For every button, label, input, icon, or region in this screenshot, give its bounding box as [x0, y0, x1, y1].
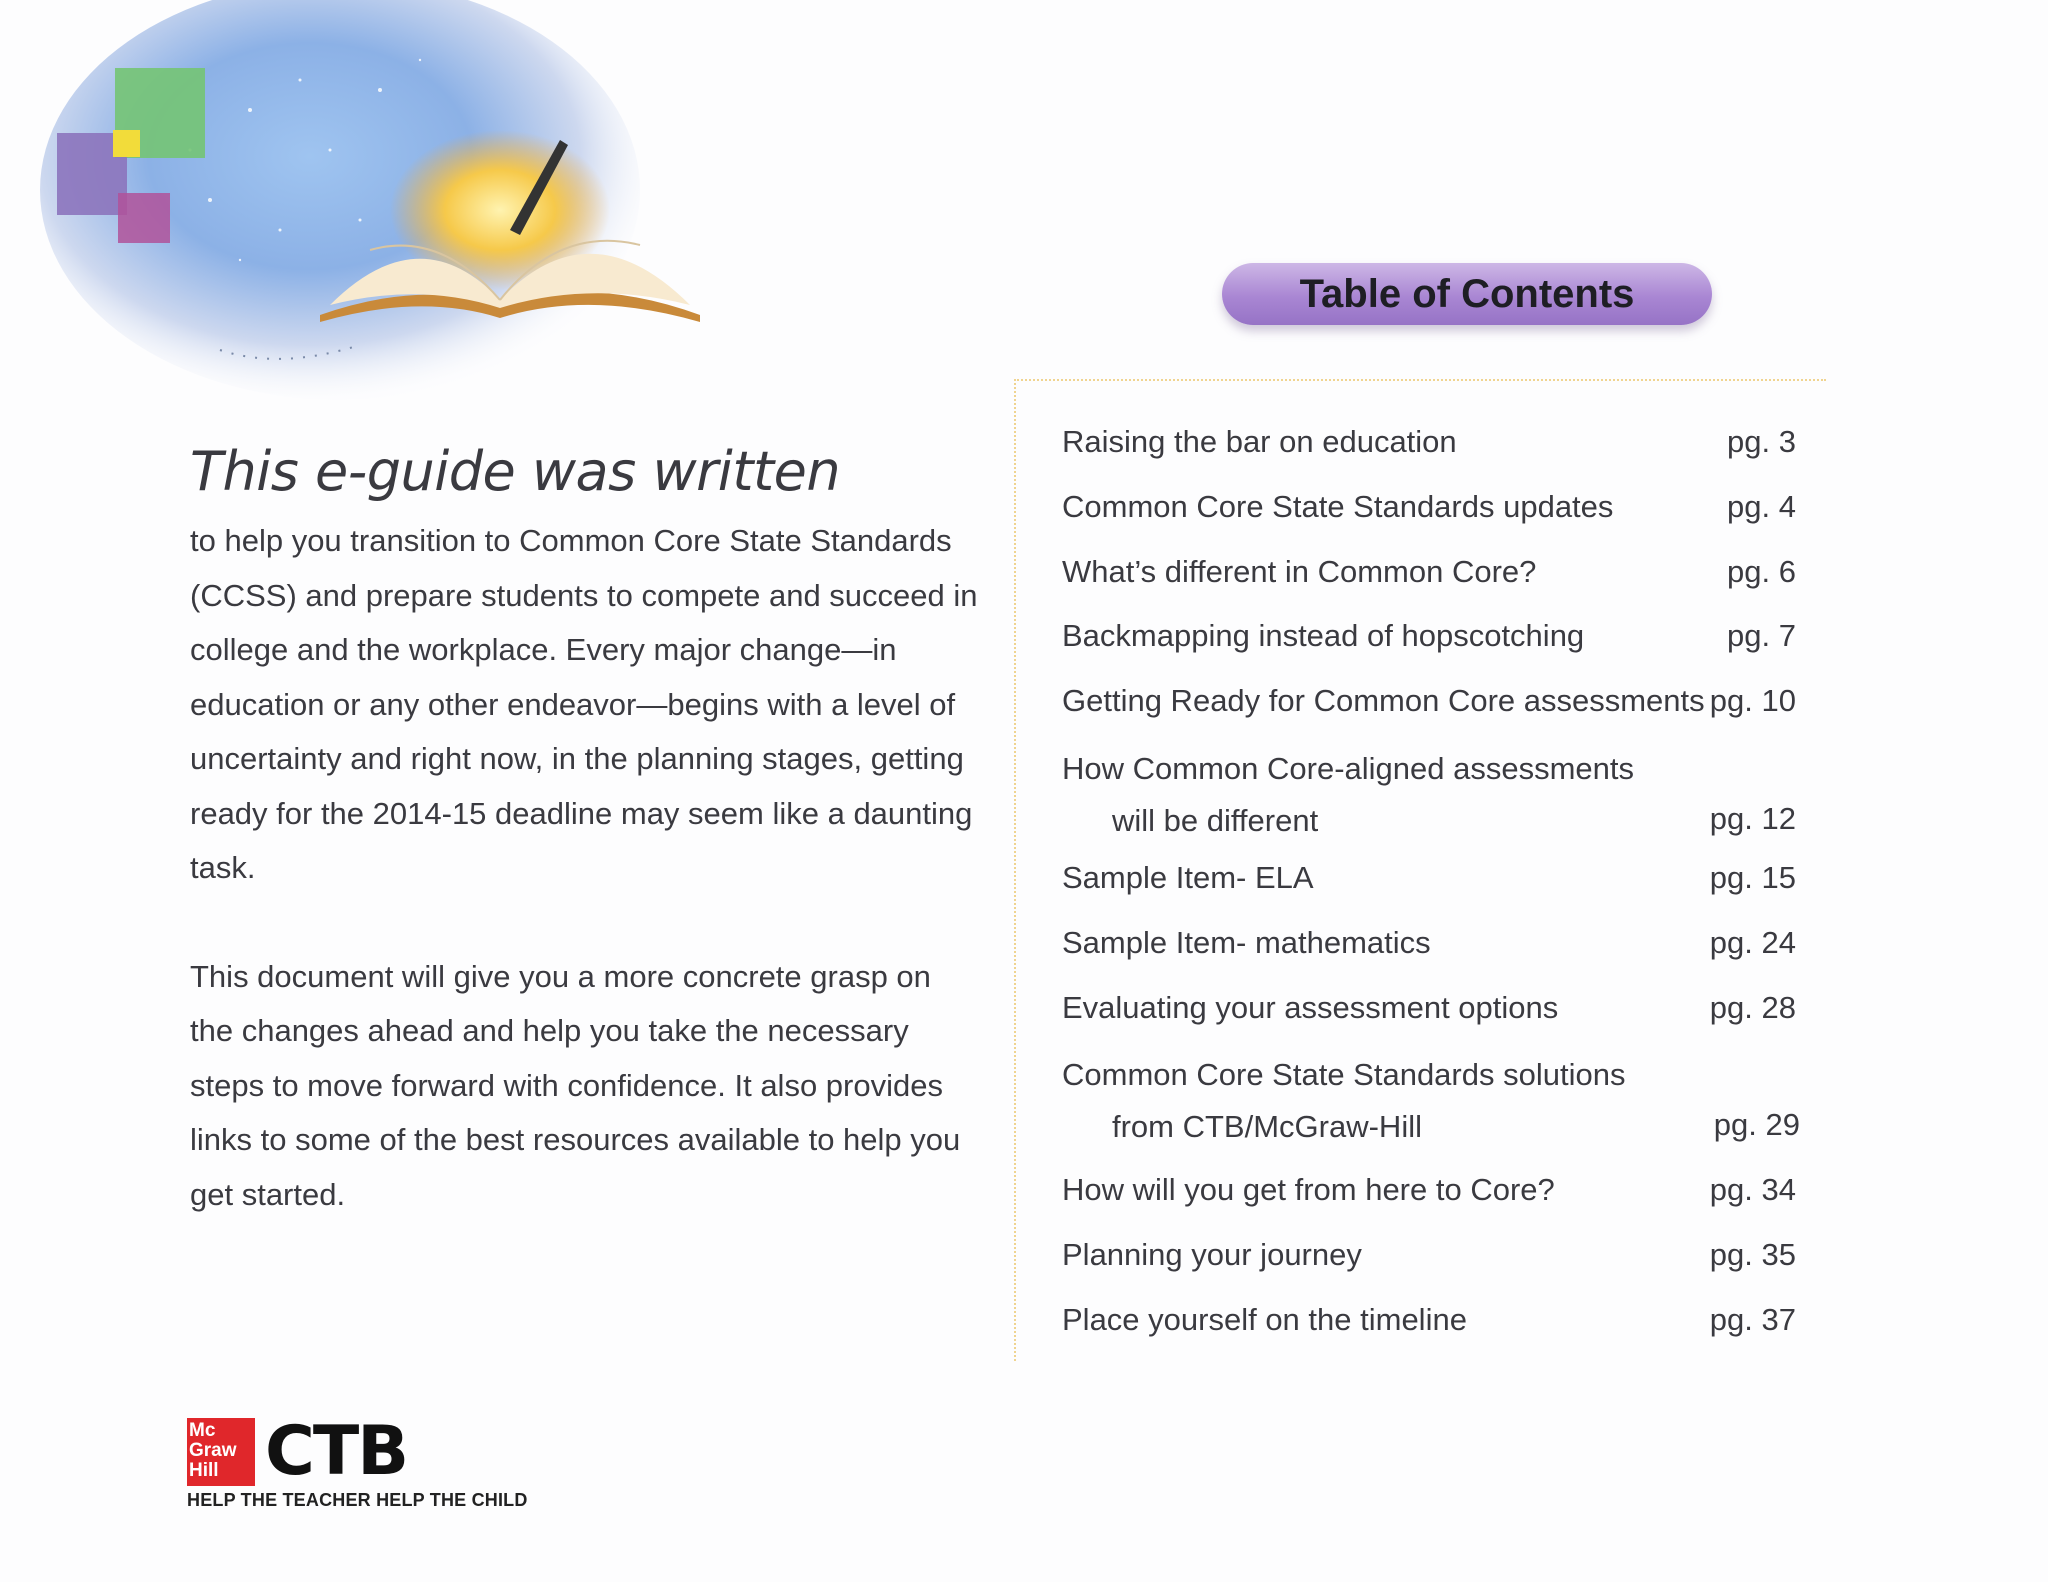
- toc-item-page: pg. 37: [1709, 1301, 1796, 1337]
- toc-item-page: pg. 29: [1713, 1107, 1800, 1143]
- toc-item-title: What’s different in Common Core?: [1062, 553, 1537, 589]
- toc-item-title: Backmapping instead of hopscotching: [1062, 618, 1585, 654]
- logo-tagline: HELP THE TEACHER HELP THE CHILD: [187, 1490, 528, 1510]
- intro-paragraph: This document will give you a more concrete grasp on the changes ahead and help you take the necessary steps to move forward with confidence. It also provides links to some of the best resources available to help you get started.: [190, 958, 961, 1212]
- toc-item[interactable]: [1062, 604, 1822, 669]
- toc-item[interactable]: [1062, 1288, 1822, 1353]
- toc-item-title: Getting Ready for Common Core assessments: [1062, 683, 1705, 719]
- toc-list: [1062, 410, 1822, 1353]
- ctb-wordmark: CTB: [265, 1412, 408, 1491]
- toc-item-title: Sample Item- mathematics: [1062, 924, 1431, 960]
- toc-item-title-continued: will be different: [1112, 802, 1319, 838]
- intro-heading: This e-guide was written: [190, 440, 841, 503]
- toc-item[interactable]: [1062, 669, 1822, 734]
- toc-item-title: How Common Core-aligned assessments: [1062, 750, 1635, 786]
- toc-item[interactable]: [1062, 475, 1822, 540]
- logo-box-text: Mc: [189, 1420, 216, 1441]
- logo-box-text: Hill: [189, 1460, 219, 1481]
- intro-paragraph: to help you transition to Common Core State Standards (CCSS) and prepare students to compete and succeed in college and the workplace. Every major change—in education or any other endeavor—begins with a level of uncertainty and right now, in the planning stages, getting ready for the 2014-15 deadline may seem like a daunting task.: [190, 523, 978, 885]
- toc-header: [1222, 263, 1712, 325]
- toc-item-page: pg. 24: [1709, 924, 1796, 960]
- toc-item-title: Common Core State Standards updates: [1062, 488, 1614, 524]
- mcgraw-hill-logo-box: [187, 1418, 255, 1486]
- toc-item[interactable]: [1062, 410, 1822, 475]
- toc-item[interactable]: [1062, 911, 1822, 976]
- logo-box-text: Graw: [189, 1440, 237, 1461]
- toc-item-page: pg. 35: [1709, 1237, 1796, 1273]
- toc-item[interactable]: [1062, 1040, 1822, 1152]
- hero-illustration: [0, 0, 760, 420]
- intro-body: [190, 514, 980, 1222]
- toc-title: Table of Contents: [1299, 271, 1635, 316]
- toc-item-page: pg. 6: [1727, 553, 1796, 589]
- toc-item[interactable]: [1062, 734, 1822, 846]
- toc-item-title: How will you get from here to Core?: [1062, 1172, 1555, 1208]
- toc-item-page: pg. 12: [1709, 800, 1796, 836]
- toc-item-title: Planning your journey: [1062, 1237, 1362, 1273]
- toc-item[interactable]: [1062, 1223, 1822, 1288]
- mcgraw-hill-ctb-logo: [187, 1412, 528, 1518]
- toc-item-title: Raising the bar on education: [1062, 424, 1457, 459]
- toc-item-page: pg. 3: [1727, 424, 1796, 459]
- toc-item-page: pg. 4: [1727, 488, 1796, 524]
- toc-item-page: pg. 10: [1709, 683, 1796, 719]
- book-and-galaxy-image: [0, 0, 760, 420]
- toc-item[interactable]: [1062, 540, 1822, 605]
- toc-item[interactable]: [1062, 846, 1822, 911]
- toc-item-page: pg. 15: [1709, 859, 1796, 895]
- toc-item-title: Sample Item- ELA: [1062, 859, 1314, 895]
- toc-item-page: pg. 28: [1709, 989, 1796, 1025]
- toc-item-page: pg. 34: [1709, 1172, 1796, 1208]
- toc-item-title: Place yourself on the timeline: [1062, 1301, 1467, 1337]
- toc-item-page: pg. 7: [1727, 618, 1796, 654]
- toc-item-title: Common Core State Standards solutions: [1062, 1057, 1626, 1093]
- toc-item-title-continued: from CTB/McGraw-Hill: [1112, 1109, 1422, 1145]
- toc-item[interactable]: [1062, 976, 1822, 1041]
- toc-item-title: Evaluating your assessment options: [1062, 989, 1559, 1025]
- toc-item[interactable]: [1062, 1158, 1822, 1223]
